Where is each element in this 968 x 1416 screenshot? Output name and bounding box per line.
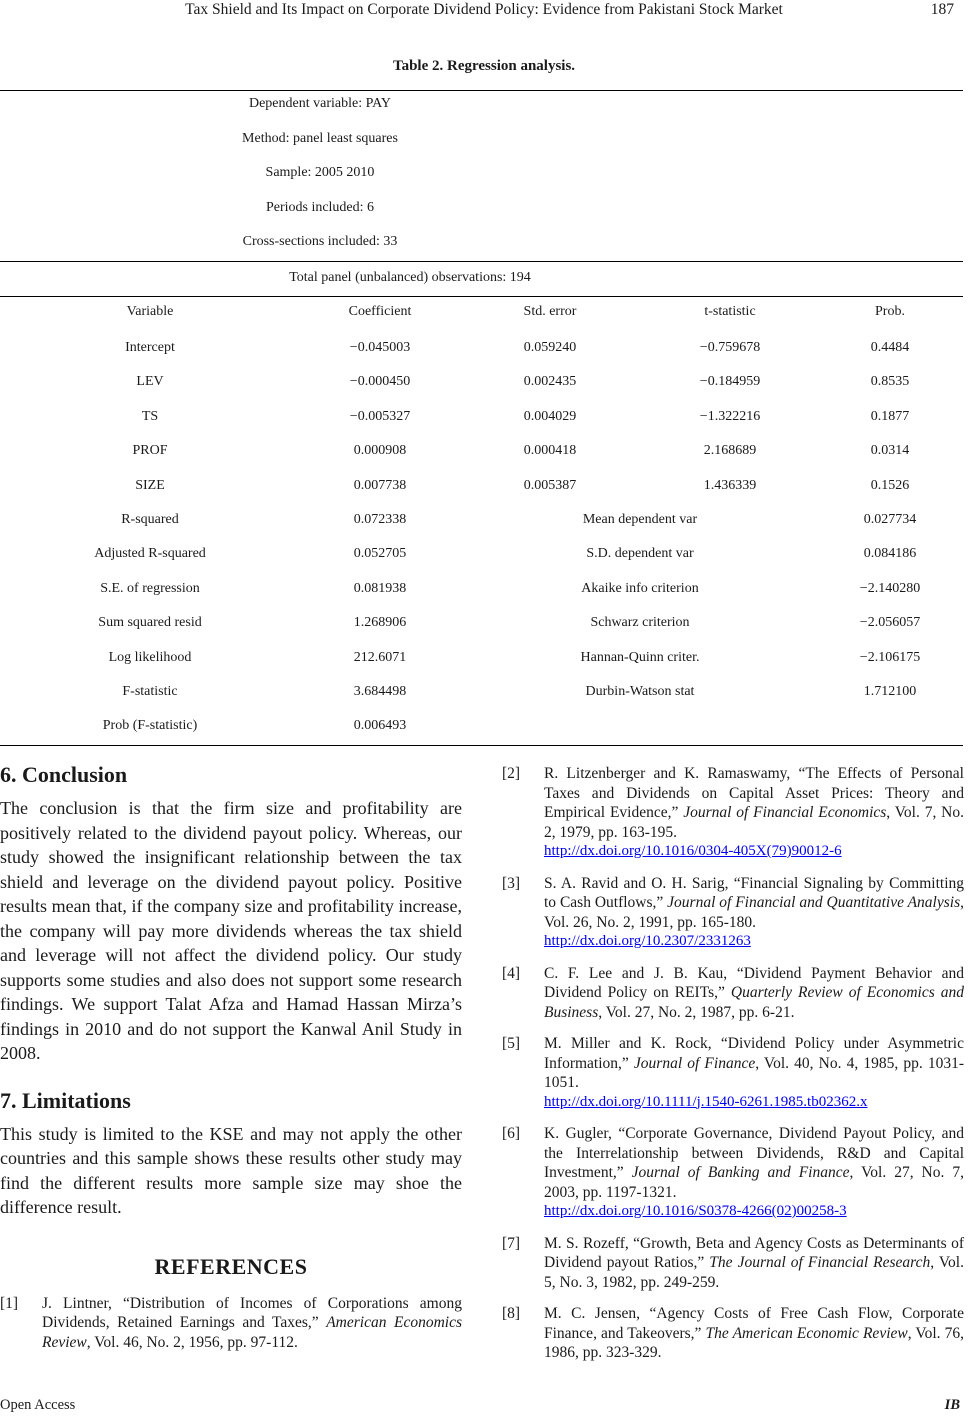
cell-std-error: 0.002435 — [523, 374, 577, 389]
stat-label: S.E. of regression — [100, 581, 200, 596]
reference-item — [502, 764, 964, 862]
footer-open-access: Open Access — [0, 1397, 76, 1413]
running-title: Tax Shield and Its Impact on Corporate Dividend Policy: Evidence from Pakistani Stock Market — [185, 1, 783, 18]
stats-row — [0, 684, 963, 704]
limitations-text: This study is limited to the KSE and may not apply the other countries and this sample shows these results other study may find the different results more sample size may shoe the difference result. — [0, 1123, 462, 1217]
stat-value: 212.6071 — [353, 650, 407, 665]
reference-number: [1] — [0, 1294, 19, 1312]
table-row — [0, 443, 963, 463]
observations-line: Total panel (unbalanced) observations: 194 — [289, 270, 531, 285]
reference-details: , Vol. 7, No. 2, 1979, pp. 163-195. — [544, 804, 964, 841]
reference-text: M. S. Rozeff, “Growth, Beta and Agency Costs as Determinants of Dividend payout Ratios,” — [544, 1234, 964, 1271]
reference-doi-link[interactable]: http://dx.doi.org/10.1016/0304-405X(79)90012-6 — [544, 843, 842, 859]
stat-label: Prob (F-statistic) — [102, 718, 198, 733]
stat-value: 0.072338 — [353, 512, 407, 527]
reference-journal: The American Economic Review — [705, 1324, 908, 1342]
reference-details: , Vol. 27, No. 7, 2003, pp. 1197-1321. — [544, 1164, 964, 1201]
cell-variable: SIZE — [135, 478, 165, 493]
stat-value-right: −2.140280 — [859, 581, 921, 596]
reference-text: M. C. Jensen, “Agency Costs of Free Cash Flow, Corporate Finance, and Takeovers,” — [544, 1305, 964, 1342]
stat-value-right: 0.084186 — [863, 546, 917, 561]
table-row — [0, 374, 963, 394]
conclusion-heading: 6. Conclusion — [0, 762, 128, 787]
cell-coefficient: −0.000450 — [349, 374, 411, 389]
table-bottom-rule — [0, 745, 963, 746]
reference-journal: Journal of Financial and Quantitative Analysis — [667, 894, 961, 911]
reference-item — [502, 874, 964, 952]
reference-details: , Vol. 46, No. 2, 1956, pp. 97-112. — [86, 1333, 298, 1351]
stat-label: F-statistic — [122, 684, 178, 699]
stat-label-right: S.D. dependent var — [586, 546, 694, 561]
cell-std-error: 0.004029 — [523, 409, 577, 424]
reference-item — [502, 1304, 964, 1363]
meta-dependent-variable: Dependent variable: PAY — [248, 96, 392, 111]
meta-cross-sections: Cross-sections included: 33 — [242, 234, 398, 249]
reference-doi-link[interactable]: http://dx.doi.org/10.1016/S0378-4266(02)00258-3 — [544, 1203, 847, 1219]
reference-number: [5] — [502, 1035, 521, 1052]
col-header-variable: Variable — [126, 304, 174, 319]
table-top-rule — [0, 90, 963, 91]
cell-coefficient: 0.000908 — [353, 443, 407, 458]
reference-doi-link[interactable]: http://dx.doi.org/10.1111/j.1540-6261.1985.tb02362.x — [544, 1093, 868, 1110]
table-caption: Table 2. Regression analysis. — [392, 58, 576, 74]
stats-row — [0, 512, 963, 532]
reference-details: , Vol. 40, No. 4, 1985, pp. 1031-1051. — [544, 1054, 965, 1091]
reference-details: , Vol. 26, No. 2, 1991, pp. 165-180. — [544, 894, 964, 931]
cell-prob: 0.1526 — [870, 478, 910, 493]
reference-doi-link[interactable]: http://dx.doi.org/10.2307/2331263 — [544, 933, 751, 949]
reference-details: , Vol. 5, No. 3, 1982, pp. 249-259. — [544, 1254, 964, 1291]
cell-t-statistic: −0.759678 — [699, 340, 761, 355]
table-mid-rule — [0, 261, 963, 262]
meta-method: Method: panel least squares — [242, 131, 398, 146]
stat-value: 0.081938 — [353, 581, 407, 596]
stat-label-right: Durbin-Watson stat — [585, 684, 695, 699]
stat-label: Sum squared resid — [98, 615, 202, 630]
reference-journal: Journal of Banking and Finance — [631, 1164, 850, 1181]
stat-label: Adjusted R-squared — [94, 546, 206, 561]
reference-number: [6] — [502, 1125, 521, 1142]
stats-row — [0, 581, 963, 601]
stat-label-right: Mean dependent var — [582, 512, 698, 527]
table-row — [0, 340, 963, 360]
reference-journal: Journal of Financial Economics — [683, 804, 887, 821]
cell-t-statistic: 1.436339 — [703, 478, 757, 493]
col-header-std-error: Std. error — [523, 304, 577, 319]
stat-label: R-squared — [121, 512, 179, 527]
table-header-row — [0, 304, 963, 324]
reference-journal: The Journal of Financial Research — [709, 1254, 931, 1271]
right-column — [502, 764, 964, 1363]
stat-label-right: Akaike info criterion — [581, 581, 699, 596]
col-header-t-statistic: t-statistic — [704, 304, 756, 319]
table-row — [0, 478, 963, 498]
cell-variable: PROF — [132, 443, 168, 458]
page-number: 187 — [930, 1, 954, 18]
footer-journal-mark: IB — [944, 1397, 960, 1413]
reference-text: K. Gugler, “Corporate Governance, Dividend Payout Policy, and the Interrelationship between Dividends, R&D and Capital Investment,” — [544, 1125, 964, 1181]
reference-text: S. A. Ravid and O. H. Sarig, “Financial Signaling by Committing to Cash Outflows,” — [544, 874, 964, 911]
reference-item — [502, 964, 964, 1023]
stat-label-right: Schwarz criterion — [590, 615, 690, 630]
col-header-prob: Prob. — [875, 304, 905, 319]
reference-details: , Vol. 27, No. 2, 1987, pp. 6-21. — [598, 1003, 795, 1021]
stat-value-right: 1.712100 — [863, 684, 917, 699]
table-header-rule — [0, 296, 963, 297]
cell-prob: 0.0314 — [870, 443, 910, 458]
stats-row — [0, 718, 963, 738]
stat-value-right: −2.106175 — [859, 650, 921, 665]
meta-sample: Sample: 2005 2010 — [265, 165, 375, 180]
reference-item — [502, 1124, 964, 1222]
reference-number: [2] — [502, 765, 521, 782]
reference-details: , Vol. 76, 1986, pp. 323-329. — [544, 1324, 964, 1361]
reference-text: R. Litzenberger and K. Ramaswamy, “The Effects of Personal Taxes and Dividends on Capital Asset Prices: Theory and Empirical Evidence,” — [544, 765, 964, 821]
reference-number: [3] — [502, 874, 521, 892]
stat-label-right: Hannan-Quinn criter. — [580, 650, 700, 665]
cell-prob: 0.8535 — [870, 374, 910, 389]
cell-coefficient: −0.005327 — [349, 409, 411, 424]
cell-std-error: 0.059240 — [523, 340, 577, 355]
reference-text: J. Lintner, “Distribution of Incomes of Corporations among Dividends, Retained Earnings and Taxes,” — [42, 1294, 462, 1331]
references-heading: REFERENCES — [154, 1253, 308, 1279]
stat-value-right: 0.027734 — [863, 512, 917, 527]
reference-text: C. F. Lee and J. B. Kau, “Dividend Payment Behavior and Dividend Policy on REITs,” — [544, 964, 964, 1001]
stat-value: 0.006493 — [353, 718, 407, 733]
cell-coefficient: 0.007738 — [353, 478, 407, 493]
conclusion-text: The conclusion is that the firm size and profitability are positively related to the dividend payout policy. Whereas, our study showed the insignificant relationship between the tax shield and leverage on the dividend payout policy. Positive results mean that, if the company size and profitability increase, the company will pay more dividends whereas the tax shield and leverage will not affect the dividend policy. Our study supports some studies and also does not support some research findings. We support Talat Afza and Hamad Hassan Mirza’s findings in 2010 and do not support the Kanwal Anil Study in 2008. — [0, 798, 462, 1063]
cell-coefficient: −0.045003 — [349, 340, 411, 355]
reference-journal: Quarterly Review of Economics and Business — [544, 984, 964, 1021]
cell-std-error: 0.005387 — [523, 478, 577, 493]
stats-row — [0, 650, 963, 670]
reference-journal: Journal of Finance — [633, 1054, 756, 1072]
cell-prob: 0.4484 — [870, 340, 910, 355]
stats-row — [0, 615, 963, 635]
reference-number: [4] — [502, 964, 521, 982]
reference-journal: American Economics Review — [42, 1314, 462, 1351]
cell-t-statistic: −1.322216 — [699, 409, 761, 424]
stat-value: 3.684498 — [353, 684, 407, 699]
stat-label: Log likelihood — [108, 650, 192, 665]
cell-variable: LEV — [136, 374, 164, 389]
cell-prob: 0.1877 — [870, 409, 910, 424]
stat-value-right: −2.056057 — [859, 615, 921, 630]
table-row — [0, 409, 963, 429]
reference-number: [7] — [502, 1234, 521, 1252]
stat-value: 0.052705 — [353, 546, 407, 561]
limitations-heading: 7. Limitations — [0, 1087, 131, 1113]
left-column — [0, 760, 462, 1352]
cell-variable: Intercept — [125, 340, 175, 355]
cell-std-error: 0.000418 — [523, 443, 577, 458]
cell-variable: TS — [141, 409, 159, 424]
meta-periods: Periods included: 6 — [265, 200, 375, 215]
reference-text: M. Miller and K. Rock, “Dividend Policy under Asymmetric Information,” — [544, 1035, 964, 1072]
stat-value: 1.268906 — [353, 615, 407, 630]
reference-item — [502, 1034, 964, 1112]
reference-number: [8] — [502, 1305, 521, 1322]
stats-row — [0, 546, 963, 566]
reference-item — [0, 1294, 462, 1353]
cell-t-statistic: 2.168689 — [703, 443, 757, 458]
cell-t-statistic: −0.184959 — [699, 374, 761, 389]
reference-item — [502, 1234, 964, 1293]
col-header-coefficient: Coefficient — [348, 304, 412, 319]
